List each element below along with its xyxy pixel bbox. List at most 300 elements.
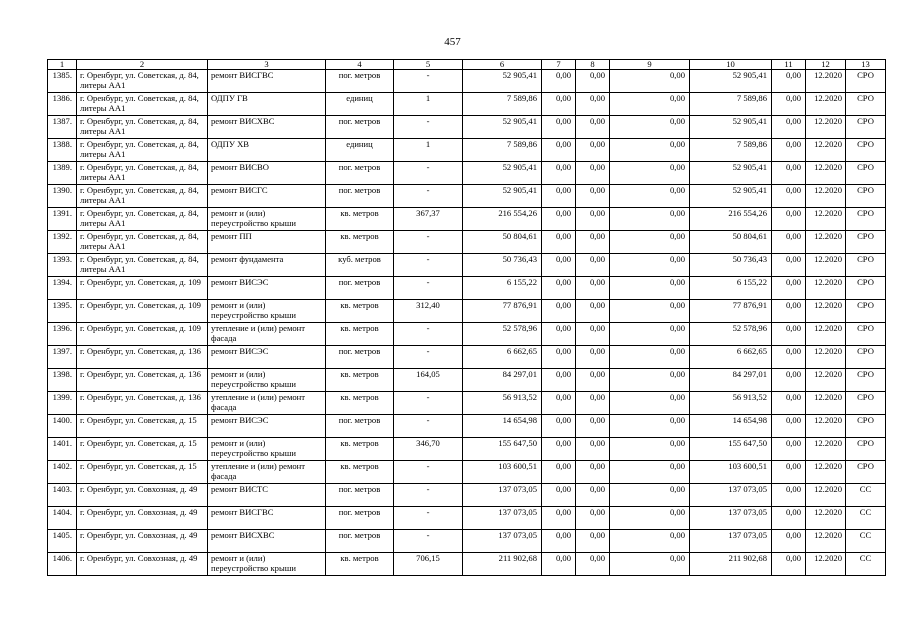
table-row bbox=[48, 530, 886, 553]
fund-federal-cell: 0,00 bbox=[542, 162, 576, 185]
completion-date-cell: 12.2020 bbox=[806, 323, 846, 346]
volume-cell: - bbox=[394, 70, 463, 93]
completion-date-cell: 12.2020 bbox=[806, 185, 846, 208]
fund-method-cell: СРО bbox=[846, 277, 886, 300]
column-header: 11 bbox=[772, 60, 806, 70]
fund-federal-cell: 0,00 bbox=[542, 346, 576, 369]
total-cost-cell: 52 905,41 bbox=[463, 70, 542, 93]
total-cost-cell: 56 913,52 bbox=[463, 392, 542, 415]
work-type-cell: утепление и (или) ремонт фасада bbox=[208, 461, 326, 484]
table-row bbox=[48, 116, 886, 139]
row-number-cell: 1387. bbox=[48, 116, 77, 139]
completion-date-cell: 12.2020 bbox=[806, 139, 846, 162]
total-cost-cell: 155 647,50 bbox=[463, 438, 542, 461]
address-cell: г. Оренбург, ул. Советская, д. 84, литеры АА1 bbox=[77, 208, 208, 231]
unit-cell: кв. метров bbox=[326, 438, 394, 461]
fund-regional-cell: 0,00 bbox=[576, 369, 610, 392]
fund-regional-cell: 0,00 bbox=[576, 139, 610, 162]
fund-method-cell: СРО bbox=[846, 231, 886, 254]
fund-method-cell: СРО bbox=[846, 116, 886, 139]
row-number-cell: 1399. bbox=[48, 392, 77, 415]
work-type-cell: ремонт ВИСВО bbox=[208, 162, 326, 185]
work-type-cell: ремонт ВИСХВС bbox=[208, 116, 326, 139]
volume-cell: 1 bbox=[394, 93, 463, 116]
column-header: 12 bbox=[806, 60, 846, 70]
other-funds-cell: 0,00 bbox=[772, 185, 806, 208]
owners-funds-cell: 155 647,50 bbox=[690, 438, 772, 461]
fund-regional-cell: 0,00 bbox=[576, 93, 610, 116]
row-number-cell: 1402. bbox=[48, 461, 77, 484]
other-funds-cell: 0,00 bbox=[772, 277, 806, 300]
total-cost-cell: 52 578,96 bbox=[463, 323, 542, 346]
unit-cell: кв. метров bbox=[326, 323, 394, 346]
row-number-cell: 1394. bbox=[48, 277, 77, 300]
volume-cell: - bbox=[394, 415, 463, 438]
fund-federal-cell: 0,00 bbox=[542, 323, 576, 346]
completion-date-cell: 12.2020 bbox=[806, 208, 846, 231]
fund-federal-cell: 0,00 bbox=[542, 70, 576, 93]
fund-local-cell: 0,00 bbox=[610, 162, 690, 185]
work-type-cell: ремонт ВИСХВС bbox=[208, 530, 326, 553]
volume-cell: - bbox=[394, 484, 463, 507]
volume-cell: 367,37 bbox=[394, 208, 463, 231]
work-type-cell: ремонт ВИСГС bbox=[208, 185, 326, 208]
fund-method-cell: СРО bbox=[846, 93, 886, 116]
fund-regional-cell: 0,00 bbox=[576, 415, 610, 438]
unit-cell: пог. метров bbox=[326, 346, 394, 369]
address-cell: г. Оренбург, ул. Советская, д. 136 bbox=[77, 346, 208, 369]
fund-local-cell: 0,00 bbox=[610, 185, 690, 208]
fund-federal-cell: 0,00 bbox=[542, 139, 576, 162]
address-cell: г. Оренбург, ул. Совхозная, д. 49 bbox=[77, 530, 208, 553]
volume-cell: - bbox=[394, 185, 463, 208]
table-row bbox=[48, 277, 886, 300]
volume-cell: 164,05 bbox=[394, 369, 463, 392]
volume-cell: 1 bbox=[394, 139, 463, 162]
address-cell: г. Оренбург, ул. Советская, д. 15 bbox=[77, 438, 208, 461]
fund-federal-cell: 0,00 bbox=[542, 254, 576, 277]
completion-date-cell: 12.2020 bbox=[806, 277, 846, 300]
fund-local-cell: 0,00 bbox=[610, 231, 690, 254]
table-row bbox=[48, 185, 886, 208]
volume-cell: - bbox=[394, 461, 463, 484]
row-number-cell: 1385. bbox=[48, 70, 77, 93]
column-header: 5 bbox=[394, 60, 463, 70]
other-funds-cell: 0,00 bbox=[772, 93, 806, 116]
other-funds-cell: 0,00 bbox=[772, 530, 806, 553]
row-number-cell: 1396. bbox=[48, 323, 77, 346]
other-funds-cell: 0,00 bbox=[772, 300, 806, 323]
fund-method-cell: СРО bbox=[846, 70, 886, 93]
other-funds-cell: 0,00 bbox=[772, 415, 806, 438]
fund-local-cell: 0,00 bbox=[610, 553, 690, 576]
fund-method-cell: СРО bbox=[846, 346, 886, 369]
completion-date-cell: 12.2020 bbox=[806, 438, 846, 461]
fund-regional-cell: 0,00 bbox=[576, 185, 610, 208]
table-row bbox=[48, 438, 886, 461]
completion-date-cell: 12.2020 bbox=[806, 415, 846, 438]
column-header: 3 bbox=[208, 60, 326, 70]
column-header: 7 bbox=[542, 60, 576, 70]
table-row bbox=[48, 300, 886, 323]
address-cell: г. Оренбург, ул. Советская, д. 136 bbox=[77, 369, 208, 392]
fund-local-cell: 0,00 bbox=[610, 369, 690, 392]
fund-local-cell: 0,00 bbox=[610, 323, 690, 346]
column-header: 8 bbox=[576, 60, 610, 70]
column-header: 4 bbox=[326, 60, 394, 70]
other-funds-cell: 0,00 bbox=[772, 346, 806, 369]
owners-funds-cell: 50 736,43 bbox=[690, 254, 772, 277]
work-type-cell: ОДПУ ХВ bbox=[208, 139, 326, 162]
other-funds-cell: 0,00 bbox=[772, 461, 806, 484]
fund-regional-cell: 0,00 bbox=[576, 323, 610, 346]
volume-cell: 706,15 bbox=[394, 553, 463, 576]
total-cost-cell: 7 589,86 bbox=[463, 93, 542, 116]
fund-federal-cell: 0,00 bbox=[542, 369, 576, 392]
volume-cell: - bbox=[394, 530, 463, 553]
address-cell: г. Оренбург, ул. Советская, д. 84, литеры АА1 bbox=[77, 231, 208, 254]
column-header: 6 bbox=[463, 60, 542, 70]
volume-cell: - bbox=[394, 162, 463, 185]
work-type-cell: ремонт и (или) переустройство крыши bbox=[208, 208, 326, 231]
table-row bbox=[48, 231, 886, 254]
address-cell: г. Оренбург, ул. Советская, д. 109 bbox=[77, 323, 208, 346]
owners-funds-cell: 52 578,96 bbox=[690, 323, 772, 346]
fund-method-cell: СРО bbox=[846, 415, 886, 438]
owners-funds-cell: 52 905,41 bbox=[690, 162, 772, 185]
other-funds-cell: 0,00 bbox=[772, 484, 806, 507]
table-body bbox=[48, 70, 886, 576]
table-row bbox=[48, 162, 886, 185]
fund-method-cell: СС bbox=[846, 484, 886, 507]
header-row bbox=[48, 60, 886, 70]
address-cell: г. Оренбург, ул. Советская, д. 84, литеры АА1 bbox=[77, 70, 208, 93]
fund-local-cell: 0,00 bbox=[610, 116, 690, 139]
total-cost-cell: 6 662,65 bbox=[463, 346, 542, 369]
total-cost-cell: 52 905,41 bbox=[463, 185, 542, 208]
total-cost-cell: 50 804,61 bbox=[463, 231, 542, 254]
completion-date-cell: 12.2020 bbox=[806, 254, 846, 277]
fund-federal-cell: 0,00 bbox=[542, 553, 576, 576]
owners-funds-cell: 137 073,05 bbox=[690, 484, 772, 507]
unit-cell: пог. метров bbox=[326, 277, 394, 300]
completion-date-cell: 12.2020 bbox=[806, 392, 846, 415]
owners-funds-cell: 84 297,01 bbox=[690, 369, 772, 392]
column-header: 13 bbox=[846, 60, 886, 70]
fund-regional-cell: 0,00 bbox=[576, 530, 610, 553]
volume-cell: - bbox=[394, 254, 463, 277]
address-cell: г. Оренбург, ул. Советская, д. 109 bbox=[77, 277, 208, 300]
table-row bbox=[48, 139, 886, 162]
fund-federal-cell: 0,00 bbox=[542, 116, 576, 139]
completion-date-cell: 12.2020 bbox=[806, 231, 846, 254]
page-number: 457 bbox=[444, 36, 461, 48]
fund-method-cell: СРО bbox=[846, 208, 886, 231]
unit-cell: кв. метров bbox=[326, 553, 394, 576]
row-number-cell: 1397. bbox=[48, 346, 77, 369]
volume-cell: - bbox=[394, 323, 463, 346]
row-number-cell: 1405. bbox=[48, 530, 77, 553]
volume-cell: 346,70 bbox=[394, 438, 463, 461]
fund-method-cell: СРО bbox=[846, 392, 886, 415]
fund-federal-cell: 0,00 bbox=[542, 231, 576, 254]
table-row bbox=[48, 392, 886, 415]
volume-cell: 312,40 bbox=[394, 300, 463, 323]
address-cell: г. Оренбург, ул. Советская, д. 84, литеры АА1 bbox=[77, 162, 208, 185]
volume-cell: - bbox=[394, 231, 463, 254]
other-funds-cell: 0,00 bbox=[772, 208, 806, 231]
row-number-cell: 1395. bbox=[48, 300, 77, 323]
unit-cell: единиц bbox=[326, 139, 394, 162]
fund-federal-cell: 0,00 bbox=[542, 461, 576, 484]
fund-method-cell: СС bbox=[846, 553, 886, 576]
row-number-cell: 1406. bbox=[48, 553, 77, 576]
unit-cell: кв. метров bbox=[326, 392, 394, 415]
table-row bbox=[48, 461, 886, 484]
owners-funds-cell: 56 913,52 bbox=[690, 392, 772, 415]
completion-date-cell: 12.2020 bbox=[806, 553, 846, 576]
fund-local-cell: 0,00 bbox=[610, 70, 690, 93]
total-cost-cell: 6 155,22 bbox=[463, 277, 542, 300]
unit-cell: пог. метров bbox=[326, 70, 394, 93]
column-header: 9 bbox=[610, 60, 690, 70]
fund-regional-cell: 0,00 bbox=[576, 116, 610, 139]
row-number-cell: 1404. bbox=[48, 507, 77, 530]
fund-regional-cell: 0,00 bbox=[576, 70, 610, 93]
completion-date-cell: 12.2020 bbox=[806, 346, 846, 369]
unit-cell: пог. метров bbox=[326, 185, 394, 208]
table-row bbox=[48, 415, 886, 438]
total-cost-cell: 137 073,05 bbox=[463, 484, 542, 507]
owners-funds-cell: 52 905,41 bbox=[690, 116, 772, 139]
unit-cell: кв. метров bbox=[326, 231, 394, 254]
address-cell: г. Оренбург, ул. Советская, д. 84, литеры АА1 bbox=[77, 254, 208, 277]
table-row bbox=[48, 507, 886, 530]
row-number-cell: 1391. bbox=[48, 208, 77, 231]
completion-date-cell: 12.2020 bbox=[806, 484, 846, 507]
other-funds-cell: 0,00 bbox=[772, 254, 806, 277]
row-number-cell: 1393. bbox=[48, 254, 77, 277]
fund-local-cell: 0,00 bbox=[610, 300, 690, 323]
fund-federal-cell: 0,00 bbox=[542, 277, 576, 300]
table-row bbox=[48, 484, 886, 507]
fund-method-cell: СРО bbox=[846, 300, 886, 323]
fund-method-cell: СРО bbox=[846, 438, 886, 461]
owners-funds-cell: 211 902,68 bbox=[690, 553, 772, 576]
total-cost-cell: 103 600,51 bbox=[463, 461, 542, 484]
address-cell: г. Оренбург, ул. Советская, д. 136 bbox=[77, 392, 208, 415]
fund-regional-cell: 0,00 bbox=[576, 507, 610, 530]
owners-funds-cell: 6 155,22 bbox=[690, 277, 772, 300]
table-row bbox=[48, 254, 886, 277]
unit-cell: куб. метров bbox=[326, 254, 394, 277]
unit-cell: пог. метров bbox=[326, 484, 394, 507]
work-type-cell: ремонт фундамента bbox=[208, 254, 326, 277]
total-cost-cell: 77 876,91 bbox=[463, 300, 542, 323]
fund-regional-cell: 0,00 bbox=[576, 438, 610, 461]
owners-funds-cell: 7 589,86 bbox=[690, 139, 772, 162]
owners-funds-cell: 137 073,05 bbox=[690, 530, 772, 553]
other-funds-cell: 0,00 bbox=[772, 323, 806, 346]
completion-date-cell: 12.2020 bbox=[806, 530, 846, 553]
row-number-cell: 1398. bbox=[48, 369, 77, 392]
row-number-cell: 1389. bbox=[48, 162, 77, 185]
unit-cell: пог. метров bbox=[326, 507, 394, 530]
fund-regional-cell: 0,00 bbox=[576, 277, 610, 300]
other-funds-cell: 0,00 bbox=[772, 116, 806, 139]
volume-cell: - bbox=[394, 116, 463, 139]
owners-funds-cell: 77 876,91 bbox=[690, 300, 772, 323]
unit-cell: пог. метров bbox=[326, 415, 394, 438]
fund-federal-cell: 0,00 bbox=[542, 530, 576, 553]
work-type-cell: ремонт и (или) переустройство крыши bbox=[208, 300, 326, 323]
fund-regional-cell: 0,00 bbox=[576, 346, 610, 369]
fund-local-cell: 0,00 bbox=[610, 139, 690, 162]
total-cost-cell: 84 297,01 bbox=[463, 369, 542, 392]
fund-local-cell: 0,00 bbox=[610, 507, 690, 530]
total-cost-cell: 52 905,41 bbox=[463, 116, 542, 139]
row-number-cell: 1392. bbox=[48, 231, 77, 254]
address-cell: г. Оренбург, ул. Совхозная, д. 49 bbox=[77, 507, 208, 530]
work-type-cell: ремонт ВИСЭС bbox=[208, 415, 326, 438]
fund-federal-cell: 0,00 bbox=[542, 208, 576, 231]
fund-federal-cell: 0,00 bbox=[542, 185, 576, 208]
address-cell: г. Оренбург, ул. Советская, д. 109 bbox=[77, 300, 208, 323]
fund-regional-cell: 0,00 bbox=[576, 553, 610, 576]
fund-method-cell: СРО bbox=[846, 185, 886, 208]
fund-method-cell: СРО bbox=[846, 254, 886, 277]
unit-cell: кв. метров bbox=[326, 369, 394, 392]
unit-cell: кв. метров bbox=[326, 208, 394, 231]
table-row bbox=[48, 70, 886, 93]
total-cost-cell: 216 554,26 bbox=[463, 208, 542, 231]
other-funds-cell: 0,00 bbox=[772, 139, 806, 162]
fund-local-cell: 0,00 bbox=[610, 392, 690, 415]
fund-regional-cell: 0,00 bbox=[576, 461, 610, 484]
row-number-cell: 1400. bbox=[48, 415, 77, 438]
total-cost-cell: 211 902,68 bbox=[463, 553, 542, 576]
fund-method-cell: СРО bbox=[846, 323, 886, 346]
fund-regional-cell: 0,00 bbox=[576, 208, 610, 231]
row-number-cell: 1401. bbox=[48, 438, 77, 461]
table-row bbox=[48, 346, 886, 369]
volume-cell: - bbox=[394, 277, 463, 300]
volume-cell: - bbox=[394, 392, 463, 415]
owners-funds-cell: 7 589,86 bbox=[690, 93, 772, 116]
table-row bbox=[48, 323, 886, 346]
fund-federal-cell: 0,00 bbox=[542, 300, 576, 323]
completion-date-cell: 12.2020 bbox=[806, 300, 846, 323]
work-type-cell: утепление и (или) ремонт фасада bbox=[208, 392, 326, 415]
completion-date-cell: 12.2020 bbox=[806, 162, 846, 185]
unit-cell: кв. метров bbox=[326, 300, 394, 323]
fund-method-cell: СС bbox=[846, 507, 886, 530]
work-type-cell: ремонт и (или) переустройство крыши bbox=[208, 438, 326, 461]
fund-local-cell: 0,00 bbox=[610, 461, 690, 484]
completion-date-cell: 12.2020 bbox=[806, 116, 846, 139]
fund-local-cell: 0,00 bbox=[610, 530, 690, 553]
work-type-cell: ремонт ВИСТС bbox=[208, 484, 326, 507]
fund-regional-cell: 0,00 bbox=[576, 162, 610, 185]
fund-local-cell: 0,00 bbox=[610, 93, 690, 116]
column-header: 10 bbox=[690, 60, 772, 70]
table-row bbox=[48, 369, 886, 392]
other-funds-cell: 0,00 bbox=[772, 231, 806, 254]
fund-regional-cell: 0,00 bbox=[576, 392, 610, 415]
fund-regional-cell: 0,00 bbox=[576, 254, 610, 277]
total-cost-cell: 50 736,43 bbox=[463, 254, 542, 277]
row-number-cell: 1386. bbox=[48, 93, 77, 116]
total-cost-cell: 14 654,98 bbox=[463, 415, 542, 438]
work-type-cell: ремонт ВИСГВС bbox=[208, 70, 326, 93]
fund-local-cell: 0,00 bbox=[610, 438, 690, 461]
address-cell: г. Оренбург, ул. Совхозная, д. 49 bbox=[77, 553, 208, 576]
address-cell: г. Оренбург, ул. Советская, д. 84, литеры АА1 bbox=[77, 93, 208, 116]
row-number-cell: 1390. bbox=[48, 185, 77, 208]
total-cost-cell: 7 589,86 bbox=[463, 139, 542, 162]
column-header: 1 bbox=[48, 60, 77, 70]
address-cell: г. Оренбург, ул. Советская, д. 15 bbox=[77, 461, 208, 484]
owners-funds-cell: 50 804,61 bbox=[690, 231, 772, 254]
fund-method-cell: СС bbox=[846, 530, 886, 553]
fund-federal-cell: 0,00 bbox=[542, 507, 576, 530]
other-funds-cell: 0,00 bbox=[772, 507, 806, 530]
volume-cell: - bbox=[394, 346, 463, 369]
work-type-cell: ремонт ВИСГВС bbox=[208, 507, 326, 530]
fund-regional-cell: 0,00 bbox=[576, 231, 610, 254]
owners-funds-cell: 52 905,41 bbox=[690, 70, 772, 93]
completion-date-cell: 12.2020 bbox=[806, 70, 846, 93]
work-type-cell: ремонт ВИСЭС bbox=[208, 346, 326, 369]
other-funds-cell: 0,00 bbox=[772, 369, 806, 392]
unit-cell: кв. метров bbox=[326, 461, 394, 484]
completion-date-cell: 12.2020 bbox=[806, 461, 846, 484]
table-row bbox=[48, 553, 886, 576]
column-header: 2 bbox=[77, 60, 208, 70]
address-cell: г. Оренбург, ул. Советская, д. 84, литеры АА1 bbox=[77, 139, 208, 162]
address-cell: г. Оренбург, ул. Совхозная, д. 49 bbox=[77, 484, 208, 507]
completion-date-cell: 12.2020 bbox=[806, 369, 846, 392]
repair-table bbox=[47, 59, 886, 576]
fund-local-cell: 0,00 bbox=[610, 346, 690, 369]
owners-funds-cell: 137 073,05 bbox=[690, 507, 772, 530]
other-funds-cell: 0,00 bbox=[772, 438, 806, 461]
row-number-cell: 1388. bbox=[48, 139, 77, 162]
fund-local-cell: 0,00 bbox=[610, 415, 690, 438]
fund-method-cell: СРО bbox=[846, 139, 886, 162]
unit-cell: пог. метров bbox=[326, 116, 394, 139]
fund-regional-cell: 0,00 bbox=[576, 300, 610, 323]
fund-local-cell: 0,00 bbox=[610, 254, 690, 277]
completion-date-cell: 12.2020 bbox=[806, 507, 846, 530]
fund-federal-cell: 0,00 bbox=[542, 484, 576, 507]
table-row bbox=[48, 208, 886, 231]
table-row bbox=[48, 93, 886, 116]
fund-method-cell: СРО bbox=[846, 162, 886, 185]
owners-funds-cell: 52 905,41 bbox=[690, 185, 772, 208]
unit-cell: пог. метров bbox=[326, 162, 394, 185]
fund-federal-cell: 0,00 bbox=[542, 93, 576, 116]
address-cell: г. Оренбург, ул. Советская, д. 84, литеры АА1 bbox=[77, 116, 208, 139]
fund-federal-cell: 0,00 bbox=[542, 415, 576, 438]
completion-date-cell: 12.2020 bbox=[806, 93, 846, 116]
fund-method-cell: СРО bbox=[846, 461, 886, 484]
total-cost-cell: 137 073,05 bbox=[463, 507, 542, 530]
other-funds-cell: 0,00 bbox=[772, 553, 806, 576]
work-type-cell: ремонт ВИСЭС bbox=[208, 277, 326, 300]
work-type-cell: утепление и (или) ремонт фасада bbox=[208, 323, 326, 346]
fund-method-cell: СРО bbox=[846, 369, 886, 392]
